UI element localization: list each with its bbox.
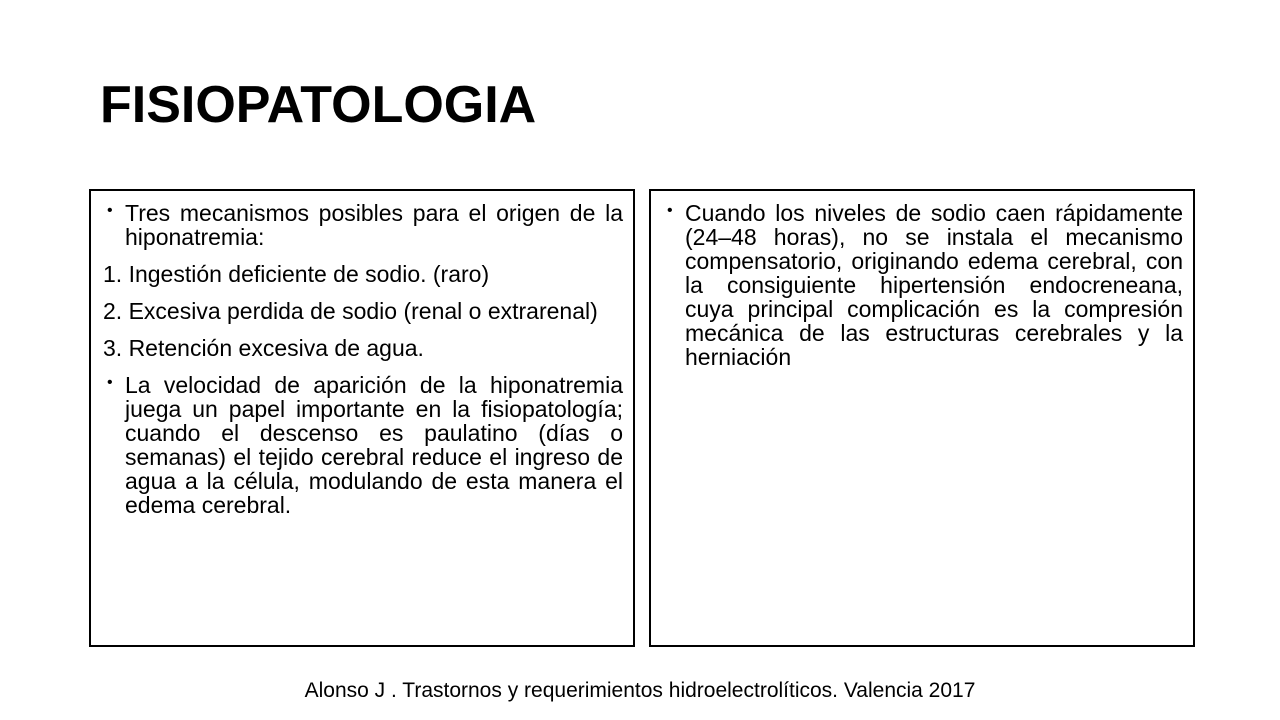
bullet-item <box>661 201 1183 369</box>
bullet-text: Cuando los niveles de sodio caen rápidamente (24–48 horas), no se instala el mecanismo compensatorio, originando edema cerebral, con la consiguiente hipertensión endocreneana, cuya principal complicación es la compresión mecánica de las estructuras cerebrales y la herniación <box>685 200 1183 370</box>
numbered-item: 2. Excesiva perdida de sodio (renal o extrarenal) <box>103 298 598 324</box>
bullet-text: La velocidad de aparición de la hiponatremia juega un papel importante en la fisiopatología; cuando el descenso es paulatino (días o semanas) el tejido cerebral reduce el ingreso de agua a la célula, modulando de esta manera el edema cerebral. <box>125 372 623 518</box>
bullet-icon: • <box>667 202 673 219</box>
bullet-icon: • <box>107 202 113 219</box>
citation-footer: Alonso J . Trastornos y requerimientos hidroelectrolíticos. Valencia 2017 <box>304 679 976 702</box>
right-text-box <box>649 189 1195 647</box>
bullet-text: Tres mecanismos posibles para el origen de la hiponatremia: <box>125 200 623 250</box>
left-text-box <box>89 189 635 647</box>
numbered-item: 3. Retención excesiva de agua. <box>103 335 424 361</box>
bullet-item <box>101 201 623 249</box>
bullet-icon: • <box>107 374 113 391</box>
numbered-item: 1. Ingestión deficiente de sodio. (raro) <box>103 261 490 287</box>
bullet-item <box>101 373 623 517</box>
slide-title: FISIOPATOLOGIA <box>100 76 537 134</box>
